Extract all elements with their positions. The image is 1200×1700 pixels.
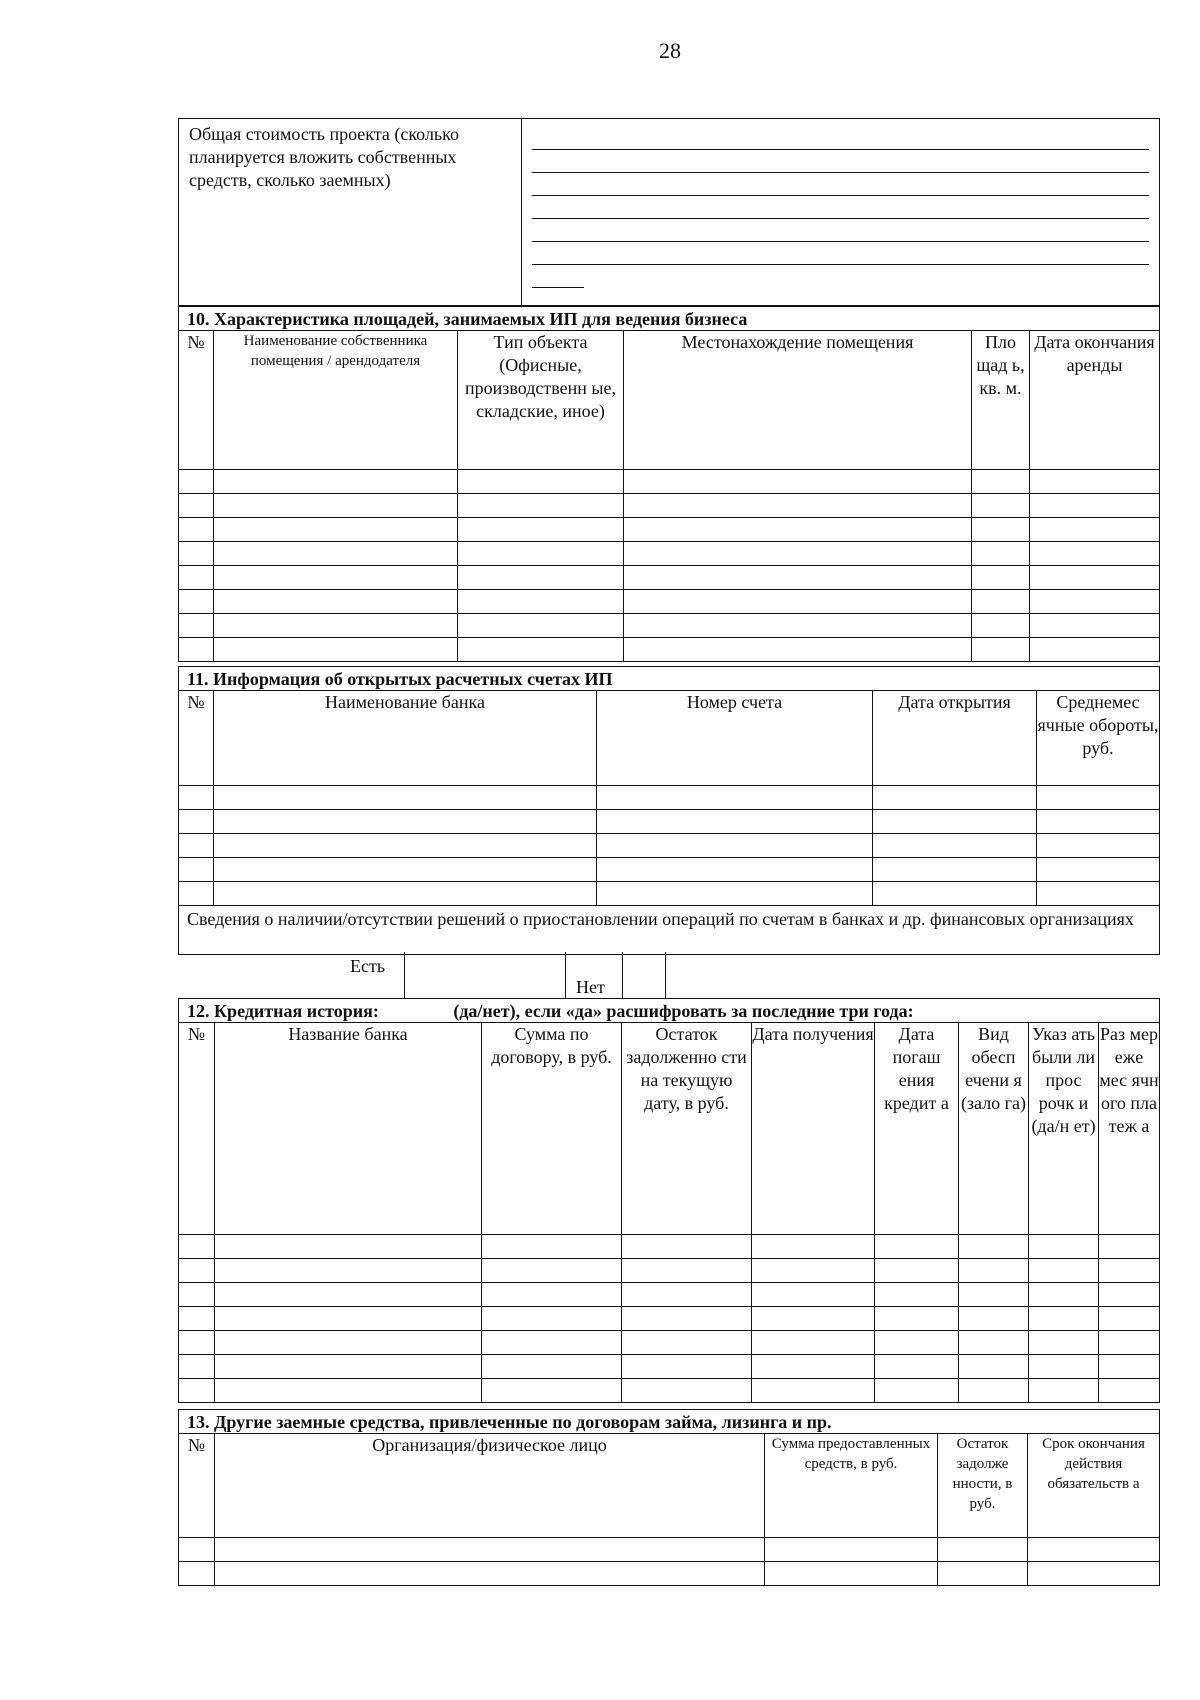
- table-row[interactable]: [179, 1331, 1160, 1355]
- s12-header-amount: Сумма по договору, в руб.: [482, 1023, 622, 1235]
- yes-box[interactable]: [404, 952, 566, 998]
- table-row[interactable]: [179, 542, 1160, 566]
- project-cost-table: [178, 118, 1160, 306]
- s12-header-no: №: [179, 1023, 215, 1235]
- table-row[interactable]: [179, 1355, 1160, 1379]
- s13-header-balance: Остаток задолже нности, в руб.: [938, 1434, 1028, 1538]
- table-row[interactable]: [179, 810, 1160, 834]
- s13-header-amount: Сумма предоставленных средств, в руб.: [765, 1434, 938, 1538]
- section12-table: [178, 998, 1160, 1403]
- table-row[interactable]: [179, 882, 1160, 906]
- s12-header-bank: Название банка: [215, 1023, 482, 1235]
- section11-title: 11. Информация об открытых расчетных счетах ИП: [179, 667, 1160, 691]
- s12-header-payment: Раз мер ежe мес ячн ого пла теж а: [1099, 1023, 1160, 1235]
- no-label: Нет: [576, 977, 605, 997]
- section10-title: 10. Характеристика площадей, занимаемых ИП для ведения бизнеса: [179, 307, 1160, 331]
- s12-header-overdue: Указ ать были ли прос рочк и (да/н ет): [1029, 1023, 1099, 1235]
- s11-header-open-date: Дата открытия: [873, 691, 1037, 786]
- table-row[interactable]: [179, 1379, 1160, 1403]
- section12-title: 12. Кредитная история:: [187, 1001, 379, 1021]
- project-cost-label: Общая стоимость проекта (сколько планируется вложить собственных средств, сколько заемных): [179, 119, 522, 306]
- table-row[interactable]: [179, 834, 1160, 858]
- table-row[interactable]: [179, 638, 1160, 662]
- s10-header-area: Пло щад ь, кв. м.: [972, 331, 1030, 470]
- s10-header-location: Местонахождение помещения: [624, 331, 972, 470]
- section12-title-cell: [179, 999, 1160, 1023]
- s11-header-account: Номер счета: [597, 691, 873, 786]
- table-row[interactable]: [179, 786, 1160, 810]
- s12-header-received: Дата получения: [752, 1023, 875, 1235]
- table-row[interactable]: [179, 566, 1160, 590]
- table-row[interactable]: [179, 1538, 1160, 1562]
- s12-header-repaid: Дата погаш ения кредит а: [875, 1023, 959, 1235]
- section10-table: [178, 306, 1160, 662]
- s11-header-bank: Наименование банка: [214, 691, 597, 786]
- s11-header-turnover: Среднемес ячные обороты, руб.: [1037, 691, 1160, 786]
- table-row[interactable]: [179, 494, 1160, 518]
- table-row[interactable]: [179, 518, 1160, 542]
- table-row[interactable]: [179, 470, 1160, 494]
- section13-table: [178, 1409, 1160, 1586]
- table-row[interactable]: [179, 1307, 1160, 1331]
- s11-suspension-note: Сведения о наличии/отсутствии решений о приостановлении операций по счетам в банках и др. финансовых организациях: [179, 906, 1160, 955]
- table-row[interactable]: [179, 1259, 1160, 1283]
- table-row[interactable]: [179, 1283, 1160, 1307]
- s12-header-collateral: Вид обесп ечени я (зало га): [959, 1023, 1029, 1235]
- s11-header-no: №: [179, 691, 214, 786]
- section13-title: 13. Другие заемные средства, привлеченные по договорам займа, лизинга и пр.: [179, 1410, 1160, 1434]
- s12-header-balance: Остаток задолженно сти на текущую дату, в руб.: [622, 1023, 752, 1235]
- section12-subtitle: (да/нет), если «да» расшифровать за последние три года:: [453, 1001, 914, 1021]
- project-cost-lines[interactable]: [522, 119, 1160, 306]
- table-row[interactable]: [179, 1235, 1160, 1259]
- section11-table: [178, 666, 1160, 955]
- table-row[interactable]: [179, 614, 1160, 638]
- s10-header-type: Тип объекта (Офисные, производственн ые, складские, иное): [458, 331, 624, 470]
- s10-header-lease-end: Дата окончания аренды: [1030, 331, 1160, 470]
- table-row[interactable]: [179, 590, 1160, 614]
- s13-header-term: Срок окончания действия обязательств а: [1028, 1434, 1160, 1538]
- no-box[interactable]: [622, 952, 666, 998]
- s10-header-owner: Наименование собственника помещения / арендодателя: [214, 331, 458, 470]
- s10-header-no: №: [179, 331, 214, 470]
- s13-header-organization: Организация/физическое лицо: [215, 1434, 765, 1538]
- table-row[interactable]: [179, 1562, 1160, 1586]
- yes-label: Есть: [350, 956, 386, 976]
- s13-header-no: №: [179, 1434, 215, 1538]
- page-number: 28: [659, 38, 681, 63]
- table-row[interactable]: [179, 858, 1160, 882]
